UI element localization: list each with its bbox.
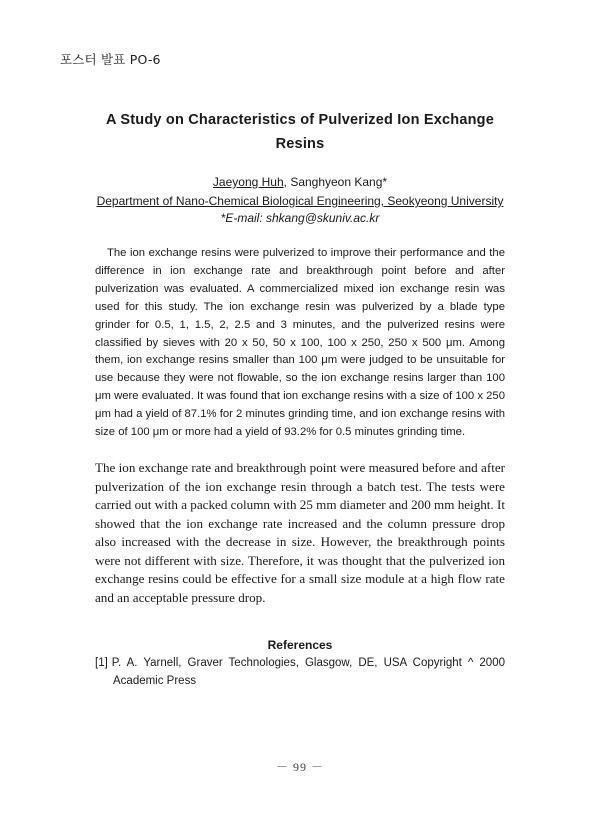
reference-text: P. A. Yarnell, Graver Technologies, Glasgow, DE, USA Copyright ^ 2000 Academic Press — [111, 657, 505, 687]
author-line — [95, 173, 505, 192]
paper-title: A Study on Characteristics of Pulverized Ion Exchange Resins — [106, 112, 494, 152]
contact-email: *E-mail: shkang@skuniv.ac.kr — [220, 211, 380, 225]
abstract-paragraph-2: The ion exchange rate and breakthrough point were measured before and after pulverization of the ion exchange resin through a batch test. The tests were carried out with a packed column with 25 mm diameter and 200 mm height. It showed that the ion exchange rate increased and the column pressure drop also increased with the decrease in size. However, the breakthrough points were not different with size. Therefore, it was thought that the pulverized ion exchange resins could be effective for a small size module at a high flow rate and an acceptable pressure drop. — [95, 460, 505, 605]
author-corresponding: Sanghyeon Kang* — [290, 175, 388, 189]
abstract-paragraph-1: The ion exchange resins were pulverized to improve their performance and the difference in ion exchange rate and breakthrough point before and after pulverization was evaluated. A commercialized mixed ion exchange resin was used for this study. The ion exchange resin was pulverized by a blade type grinder for 0.5, 1, 1.5, 2, 2.5 and 3 minutes, and the pulverized resins were classified by sieves with 20 x 50, 50 x 100, 100 x 250, 250 x 500 μm. Among them, ion exchange resins smaller than 100 μm were judged to be unsuitable for use because they were not flowable, so the ion exchange resins larger than 100 μm were evaluated. It was found that ion exchange resins with a size of 100 x 250 μm had a yield of 87.1% for 2 minutes grinding time, and ion exchange resins with size of 100 μm or more had a yield of 93.2% for 0.5 minutes grinding time. — [95, 247, 505, 439]
reference-item — [95, 654, 505, 690]
session-tag: 포스터 발표 PO-6 — [60, 52, 161, 67]
page-number: － 99 － — [275, 760, 324, 774]
author-separator: , — [283, 175, 291, 189]
affiliation: Department of Nano-Chemical Biological Engineering, Seokyeong University — [96, 194, 504, 208]
references-heading: References — [267, 638, 333, 652]
reference-number: [1] — [95, 657, 108, 669]
author-primary: Jaeyong Huh — [212, 175, 284, 189]
